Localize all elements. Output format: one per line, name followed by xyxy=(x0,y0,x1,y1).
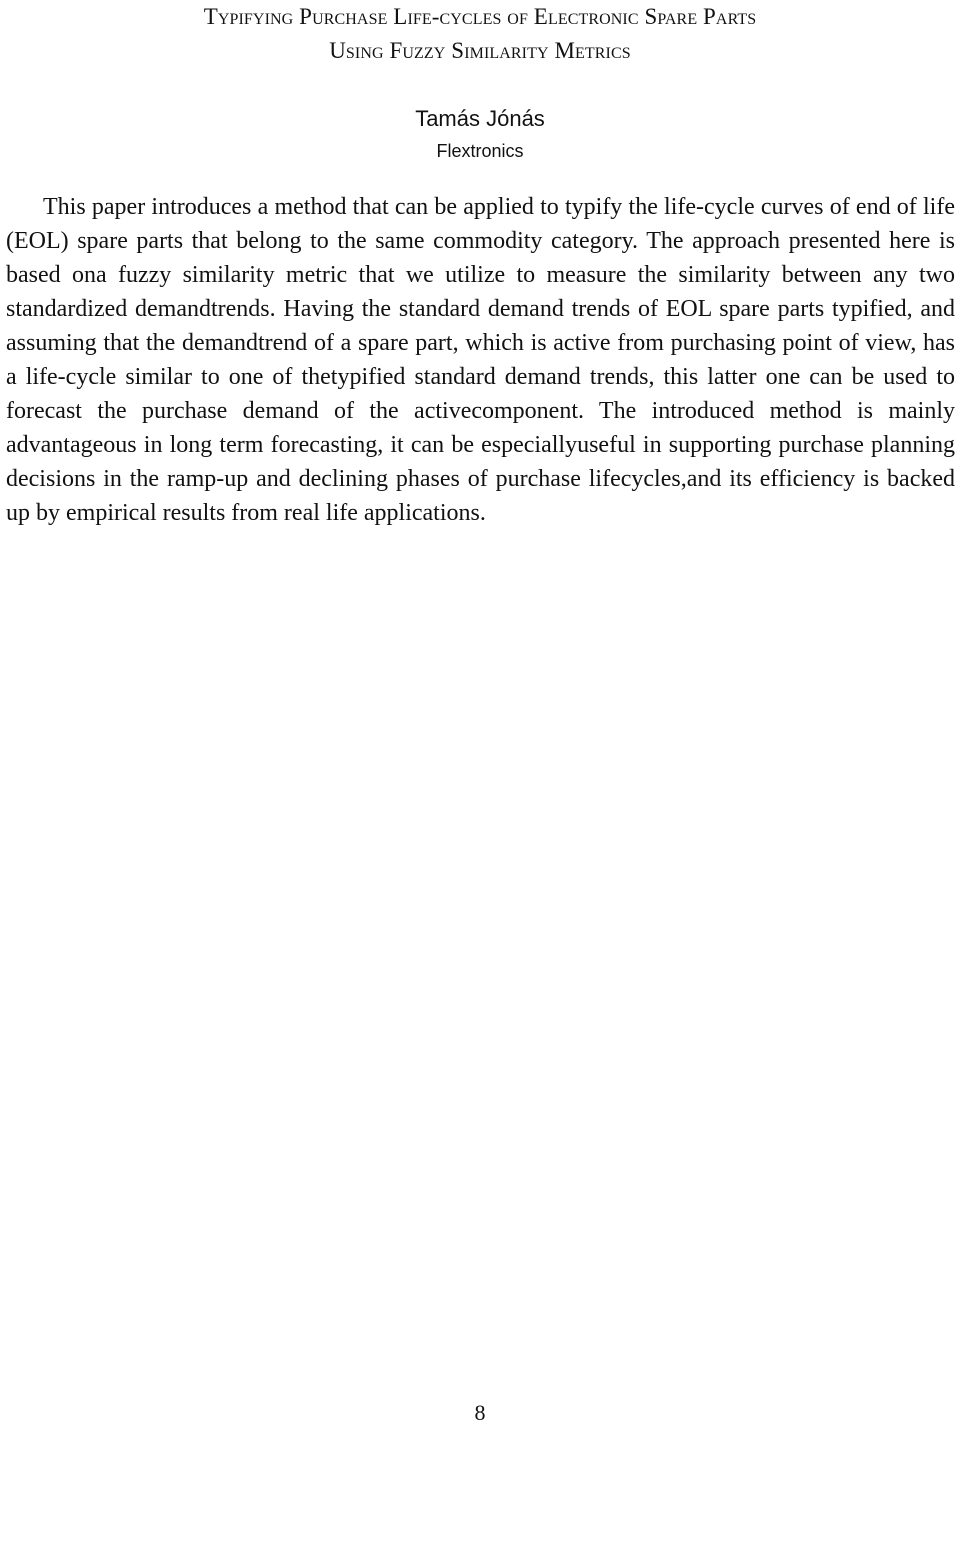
author-affiliation: Flextronics xyxy=(436,141,524,161)
author-name: Tamás Jónás xyxy=(415,106,545,131)
title-line-1: Typifying Purchase Life-cycles of Electronic Spare Parts xyxy=(203,4,757,29)
abstract-paragraph: This paper introduces a method that can be applied to typify the life-cycle curves of end of life (EOL) spare parts that belong to the same commodity category. The approach presented here is based ona fuzzy similarity metric that we utilize to measure the similarity between any two standardized demandtrends. Having the standard demand trends of EOL spare parts typified, and assuming that the demandtrend of a spare part, which is active from purchasing point of view, has a life-cycle similar to one of thetypified standard demand trends, this latter one can be used to forecast the purchase demand of the activecomponent. The introduced method is mainly advantageous in long term forecasting, it can be especiallyuseful in supporting purchase planning decisions in the ramp-up and declining phases of purchase lifecycles,and its efficiency is backed up by empirical results from real life applications. xyxy=(6,194,955,526)
title-line-2: Using Fuzzy Similarity Metrics xyxy=(329,38,631,63)
paper-title xyxy=(0,0,960,68)
page-number: 8 xyxy=(474,1400,486,1425)
